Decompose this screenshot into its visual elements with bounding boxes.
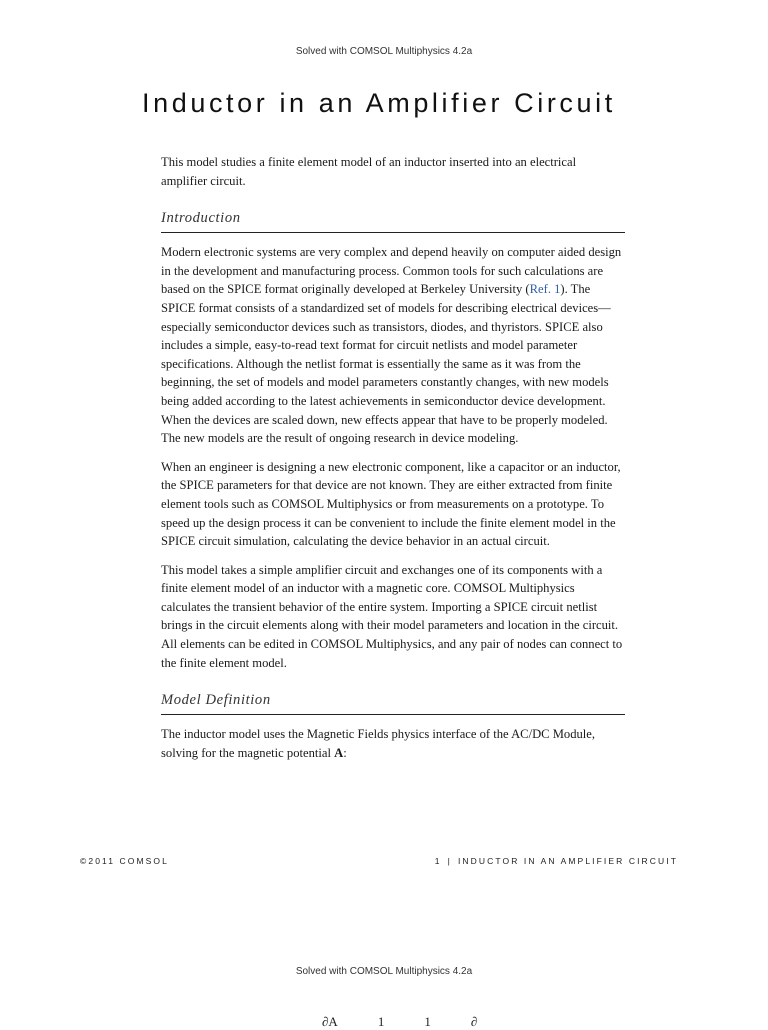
paragraph-text: Modern electronic systems are very complex and depend heavily on computer aided design in the development and manufacturing process. Common tools for such calculations are based on the SPICE format originally developed at Berkeley University ( (161, 245, 622, 297)
introduction-paragraph-3: This model takes a simple amplifier circuit and exchanges one of its components with a finite element model of an inductor with a magnetic core. COMSOL Multiphysics calculates the transient behavior of the entire system. Importing a SPICE circuit netlist brings in the circuit elements along with their model parameters and location in the circuit. All elements can be edited in COMSOL Multiphysics, and any pair of nodes can connect to the finite element model. (161, 562, 623, 670)
reference-link[interactable]: Ref. 1 (529, 282, 561, 297)
section-heading-model-definition: Model Definition (161, 692, 625, 715)
paragraph-text: ). The SPICE format consists of a standardized set of models for describing electrical devices—especially semiconductor devices such as transistors, diodes, and thyristors. SPICE also includes a simple, easy-to-read text format for circuit netlists and model parameter specifications. Although the netlist format is essentially the same as it was from the beginning, the set of models and model parameters constantly changes, with new models being added according to the latest achievements in semiconductor device development. When the devices are scaled down, new effects appear that have to be properly modeled. The new models are the result of ongoing research in device modeling. (161, 282, 611, 446)
next-page-header: Solved with COMSOL Multiphysics 4.2a (295, 966, 473, 977)
page-number: 1 (434, 856, 442, 866)
document-title: Inductor in an Amplifier Circuit (142, 88, 616, 118)
running-title: INDUCTOR IN AN AMPLIFIER CIRCUIT (457, 856, 678, 866)
main-content (161, 153, 625, 772)
equation-term: ∂ (470, 1014, 478, 1029)
equation-term: ∂A (322, 1014, 338, 1029)
page-header: Solved with COMSOL Multiphysics 4.2a (295, 46, 473, 57)
section-heading-introduction: Introduction (161, 210, 625, 233)
footer-copyright: ©2011 COMSOL (80, 856, 169, 866)
paragraph-text: The inductor model uses the Magnetic Fields physics interface of the AC/DC Module, solving for the magnetic potential (161, 727, 596, 760)
footer-running-title (435, 856, 678, 866)
paragraph-text: : (343, 745, 347, 760)
equation-term: 1 (424, 1014, 431, 1029)
intro-paragraph: This model studies a finite element model of an inductor inserted into an electrical amplifier circuit. (161, 155, 577, 188)
introduction-paragraph-2: When an engineer is designing a new electronic component, like a capacitor or an inductor, the SPICE parameters for that device are not known. They are either extracted from finite element tools such as COMSOL Multiphysics or from measurements on a prototype. To speed up the design process it can be convenient to include the finite element model in the SPICE circuit simulation, calculating the device behavior in an actual circuit. (161, 459, 621, 549)
equation-fragment (322, 1014, 517, 1030)
equation-term: 1 (377, 1014, 385, 1029)
footer-separator: | (447, 856, 452, 866)
model-definition-paragraph-1 (161, 725, 625, 762)
introduction-paragraph-1 (161, 243, 625, 448)
vector-symbol: A (334, 745, 344, 760)
